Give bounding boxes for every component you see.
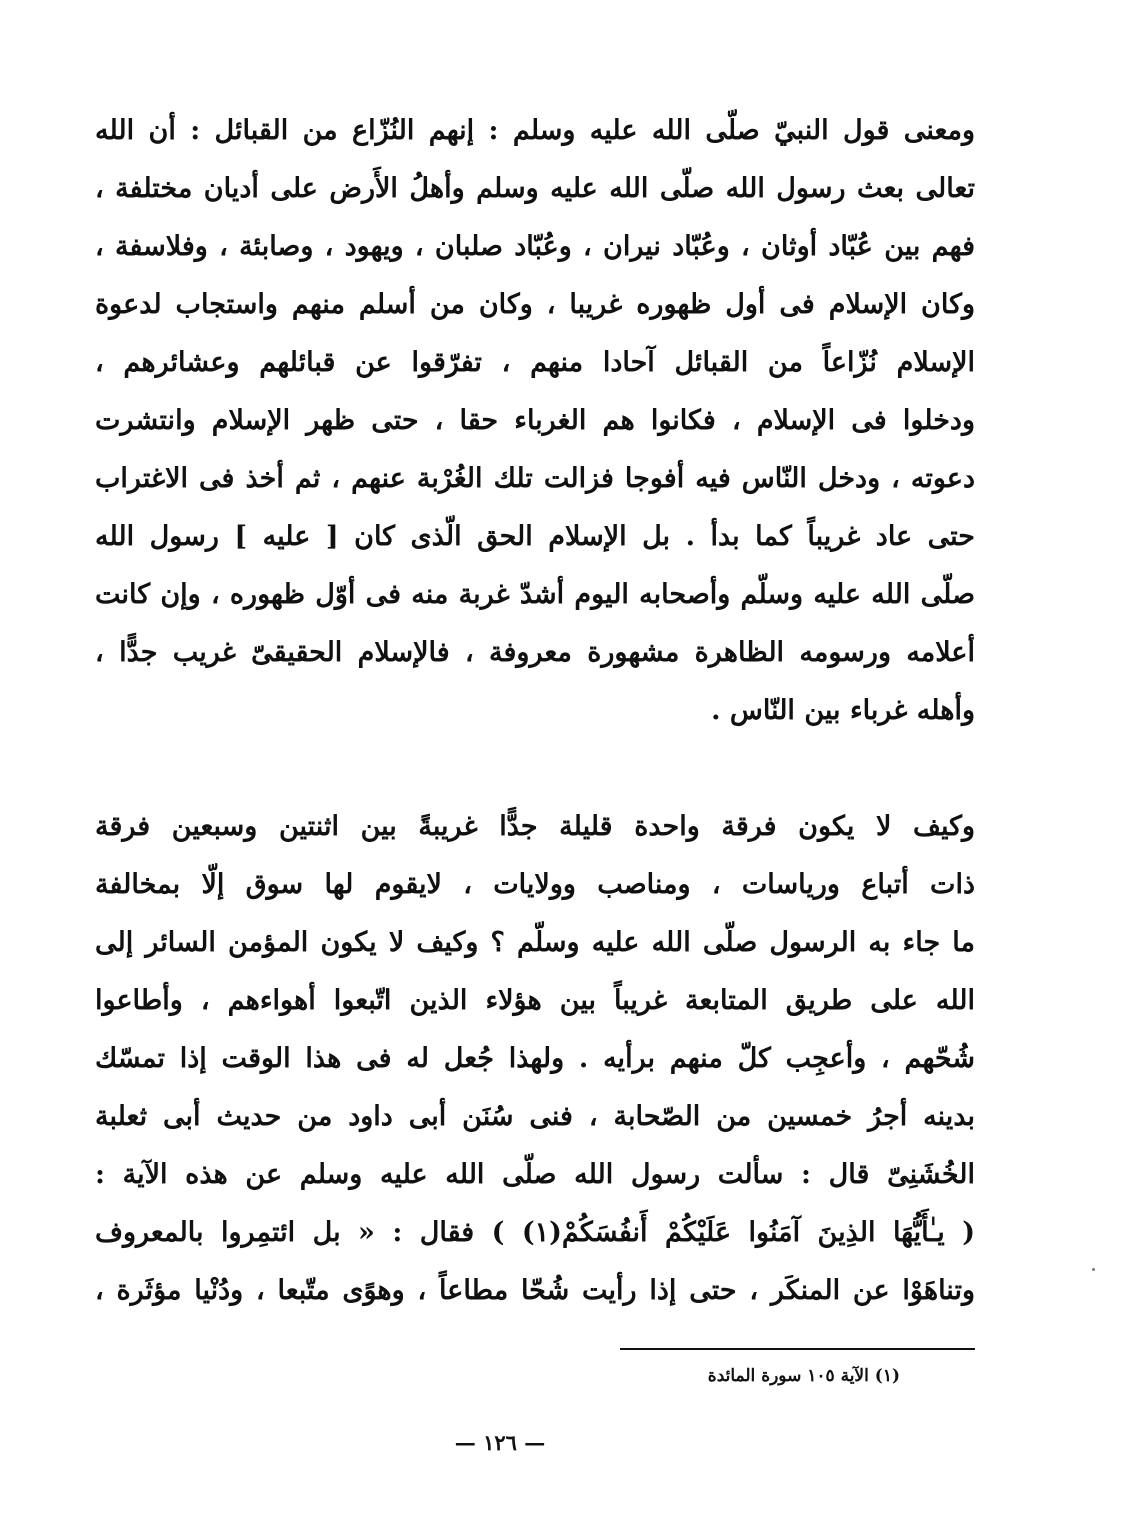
text-line: حتى عاد غريباً كما بدأ . بل الإسلام الحق الّذى كان [ عليه ] رسول الله: [95, 521, 975, 552]
text-line: الإسلام نُزّاعاً من القبائل آحادا منهم ، تفرّقوا عن قبائلهم وعشائرهم ،: [95, 347, 975, 378]
text-line: الخُشَنِىّ قال : سألت رسول الله صلّى الله عليه وسلم عن هذه الآية :: [95, 1159, 975, 1190]
text-line: بدينه أجرُ خمسين من الصّحابة ، فنى سُنَن أبى داود من حديث أبى ثعلبة: [95, 1101, 976, 1132]
text-line: شُحّهم ، وأعجِب كلّ منهم برأيه . ولهذا جُعل له فى هذا الوقت إذا تمسّك: [95, 1043, 975, 1074]
text-line: وأهله غرباء بين النّاس .: [711, 695, 975, 726]
footnote: (١) الآية ١٠٥ سورة المائدة: [707, 1366, 900, 1386]
footnote-divider: [620, 1348, 975, 1350]
text-line: دعوته ، ودخل النّاس فيه أفوجا فزالت تلك الغُرْبة عنهم ، ثم أخذ فى الاغتراب: [95, 463, 975, 494]
page-number: — ١٢٦ —: [454, 1430, 546, 1455]
text-line: ودخلوا فى الإسلام ، فكانوا هم الغرباء حقا ، حتى ظهر الإسلام وانتشرت: [95, 405, 975, 436]
text-line: وكان الإسلام فى أول ظهوره غريبا ، وكان من أسلم منهم واستجاب لدعوة: [95, 289, 975, 320]
text-line: صلّى الله عليه وسلّم وأصحابه اليوم أشدّ غربة منه فى أوّل ظهوره ، وإن كانت: [95, 579, 975, 610]
text-line: الله على طريق المتابعة غريباً بين هؤلاء الذين اتّبعوا أهواءهم ، وأطاعوا: [95, 985, 975, 1016]
text-line: وكيف لا يكون فرقة واحدة قليلة جدًّا غريبةً بين اثنتين وسبعين فرقة: [95, 811, 975, 842]
text-line: ومعنى قول النبيّ صلّى الله عليه وسلم : إنهم النُزّاع من القبائل : أن الله: [95, 115, 975, 146]
paragraph-1: [95, 102, 975, 740]
text-line: ( يـٰأَيُّهَا الذِينَ آمَنُوا عَلَيْكُمْ أَنفُسَكُمْ(١) ) فقال : « بل ائتمِروا بالمعروف: [95, 1217, 975, 1248]
text-line: ما جاء به الرسول صلّى الله عليه وسلّم ؟ وكيف لا يكون المؤمن السائر إلى: [95, 927, 975, 958]
text-line: تعالى بعث رسول الله صلّى الله عليه وسلم وأهلُ الأَرض على أديان مختلفة ،: [95, 173, 975, 204]
scan-speck: [1092, 1268, 1095, 1271]
text-line: أعلامه ورسومه الظاهرة مشهورة معروفة ، فالإسلام الحقيقىّ غريب جدًّا ،: [95, 637, 975, 668]
text-line: وتناهَوْا عن المنكَر ، حتى إذا رأيت شُحّا مطاعاً ، وهوًى متّبعا ، ودُنْيا مؤثَرة ،: [95, 1275, 975, 1306]
text-line: فهم بين عُبّاد أوثان ، وعُبّاد نيران ، وعُبّاد صلبان ، ويهود ، وصابئة ، وفلاسفة ،: [95, 231, 975, 262]
text-line: ذات أتباع ورياسات ، ومناصب وولايات ، لايقوم لها سوق إلّا بمخالفة: [95, 869, 975, 900]
paragraph-2: [95, 798, 975, 1320]
